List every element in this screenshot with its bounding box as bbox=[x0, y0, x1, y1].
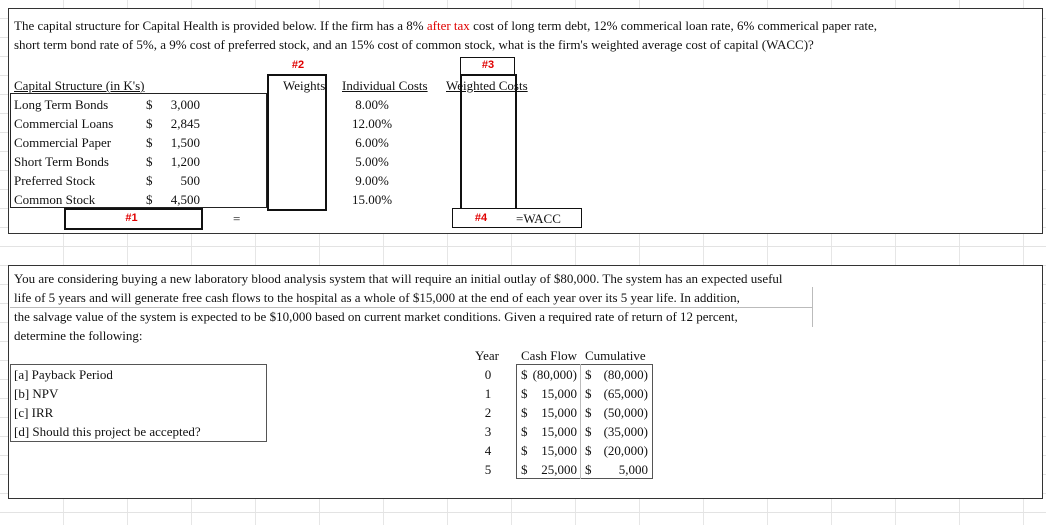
capital-row-amount: 4,500 bbox=[170, 192, 200, 207]
wacc-label: =WACC bbox=[516, 210, 567, 227]
wacc-question-text-b: cost of long term debt, 12% commerical loan rate, 6% commerical paper rate, bbox=[469, 18, 877, 33]
capital-row-name: Common Stock bbox=[14, 192, 96, 207]
year-cell: 5 bbox=[484, 462, 492, 477]
capital-row-amount: 2,845 bbox=[170, 116, 200, 131]
question-item-payback: [a] Payback Period bbox=[14, 367, 113, 382]
capital-row-cost: 12.00% bbox=[351, 116, 393, 131]
cf-cell: 15,000 bbox=[541, 405, 577, 420]
capital-row-dollar: $ bbox=[146, 116, 153, 131]
cum-cell: (35,000) bbox=[603, 424, 648, 439]
wacc-question-line-1 bbox=[14, 17, 877, 34]
capital-row-dollar: $ bbox=[146, 135, 153, 150]
cf-cell: (80,000) bbox=[532, 367, 577, 382]
capital-row-amount: 500 bbox=[180, 173, 200, 188]
capital-row-name: Commercial Paper bbox=[14, 135, 112, 150]
col-year: Year bbox=[475, 348, 499, 363]
year-cell: 3 bbox=[484, 424, 492, 439]
question-item-npv: [b] NPV bbox=[14, 386, 59, 401]
label-3: #3 bbox=[481, 59, 495, 71]
cum-dollar: $ bbox=[585, 386, 592, 401]
col-weighted-costs: Weighted Costs bbox=[446, 78, 528, 93]
capital-row-cost: 8.00% bbox=[355, 97, 389, 112]
capital-row-dollar: $ bbox=[146, 173, 153, 188]
cf-cell: 15,000 bbox=[541, 443, 577, 458]
col-cumulative: Cumulative bbox=[585, 348, 646, 363]
capital-row-name: Long Term Bonds bbox=[14, 97, 109, 112]
label-1: #1 bbox=[125, 212, 138, 224]
cf-cell: 15,000 bbox=[541, 386, 577, 401]
wacc-question-text-a: The capital structure for Capital Health is provided below. If the firm has a 8% bbox=[14, 18, 427, 33]
capital-row-cost: 5.00% bbox=[355, 154, 389, 169]
cf-dollar: $ bbox=[521, 405, 528, 420]
wacc-question-text-highlight: after tax bbox=[426, 18, 470, 33]
label-4: #4 bbox=[474, 212, 488, 224]
npv-question-line-3: the salvage value of the system is expected to be $10,000 based on current market conditions. Given a required rate of return of 12 percent, bbox=[14, 309, 738, 324]
capital-row-name: Commercial Loans bbox=[14, 116, 114, 131]
cum-cell: (20,000) bbox=[603, 443, 648, 458]
cf-dollar: $ bbox=[521, 367, 528, 382]
cf-dollar: $ bbox=[521, 424, 528, 439]
cum-dollar: $ bbox=[585, 462, 592, 477]
capital-row-cost: 6.00% bbox=[355, 135, 389, 150]
capital-row-name: Preferred Stock bbox=[14, 173, 96, 188]
capital-row-dollar: $ bbox=[146, 192, 153, 207]
capital-row-amount: 1,200 bbox=[170, 154, 200, 169]
capital-row-dollar: $ bbox=[146, 154, 153, 169]
capital-row-amount: 1,500 bbox=[170, 135, 200, 150]
cum-dollar: $ bbox=[585, 367, 592, 382]
cash-flow-col-divider bbox=[580, 364, 581, 479]
npv-question-line-1: You are considering buying a new laboratory blood analysis system that will require an initial outlay of $80,000. The system has an expected useful bbox=[14, 271, 783, 286]
weighted-costs-input-box[interactable] bbox=[460, 74, 517, 211]
cum-cell: (80,000) bbox=[603, 367, 648, 382]
question-item-accept: [d] Should this project be accepted? bbox=[14, 424, 201, 439]
cf-dollar: $ bbox=[521, 443, 528, 458]
cum-cell: 5,000 bbox=[618, 462, 648, 477]
col-cash-flow: Cash Flow bbox=[521, 348, 577, 363]
cf-dollar: $ bbox=[521, 386, 528, 401]
cf-dollar: $ bbox=[521, 462, 528, 477]
capital-row-amount: 3,000 bbox=[170, 97, 200, 112]
cf-cell: 15,000 bbox=[541, 424, 577, 439]
equals-sign: = bbox=[233, 211, 241, 226]
capital-row-dollar: $ bbox=[146, 97, 153, 112]
cum-cell: (50,000) bbox=[603, 405, 648, 420]
col-capital-structure: Capital Structure (in K's) bbox=[14, 78, 145, 93]
cf-cell: 25,000 bbox=[541, 462, 577, 477]
row-divider bbox=[10, 307, 813, 308]
cum-dollar: $ bbox=[585, 424, 592, 439]
capital-row-cost: 15.00% bbox=[351, 192, 393, 207]
cum-cell: (65,000) bbox=[603, 386, 648, 401]
cum-dollar: $ bbox=[585, 405, 592, 420]
capital-row-name: Short Term Bonds bbox=[14, 154, 109, 169]
wacc-question-line-2: short term bond rate of 5%, a 9% cost of preferred stock, and an 15% cost of common stock, what is the firm's weighted average cost of capital (WACC)? bbox=[14, 37, 814, 52]
col-divider bbox=[812, 287, 813, 327]
col-individual-costs: Individual Costs bbox=[342, 78, 428, 93]
capital-row-cost: 9.00% bbox=[355, 173, 389, 188]
year-cell: 4 bbox=[484, 443, 492, 458]
npv-question-line-4: determine the following: bbox=[14, 328, 143, 343]
year-cell: 0 bbox=[484, 367, 492, 382]
year-cell: 2 bbox=[484, 405, 492, 420]
weights-input-box[interactable] bbox=[267, 74, 327, 211]
label-2: #2 bbox=[291, 59, 305, 71]
question-item-irr: [c] IRR bbox=[14, 405, 54, 420]
cum-dollar: $ bbox=[585, 443, 592, 458]
label-3-box bbox=[460, 57, 515, 75]
npv-question-line-2: life of 5 years and will generate free cash flows to the hospital as a whole of $15,000 at the end of each year over its 5 year life. In addition, bbox=[14, 290, 740, 305]
col-weights: Weights bbox=[283, 78, 326, 93]
year-cell: 1 bbox=[484, 386, 492, 401]
